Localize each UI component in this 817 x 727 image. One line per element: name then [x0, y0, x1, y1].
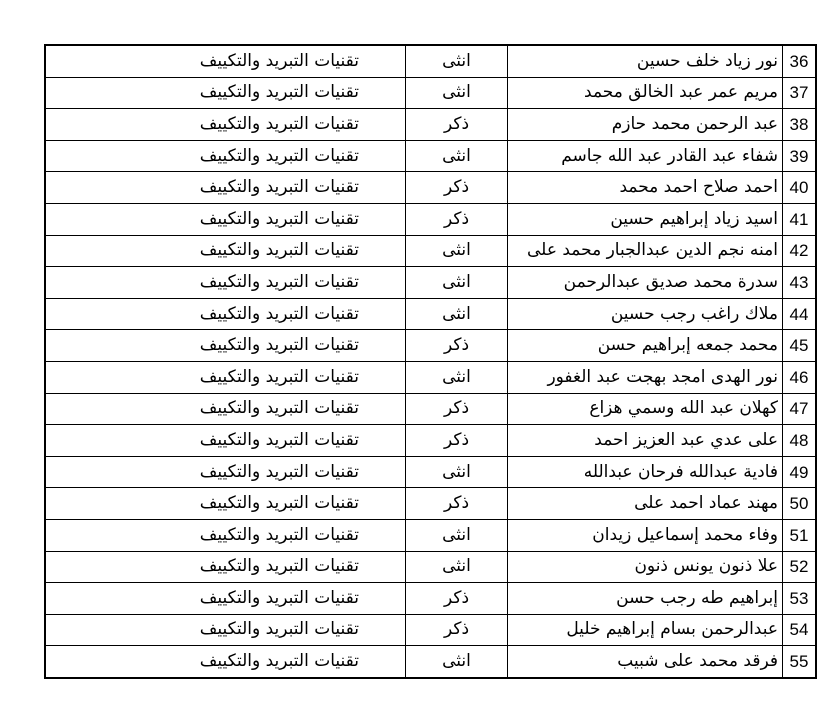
student-name-cell: نور زياد خلف حسين: [508, 45, 783, 77]
student-name-cell: مهند عماد احمد على: [508, 488, 783, 520]
row-number-cell: 39: [783, 140, 817, 172]
gender-cell: انثى: [406, 77, 508, 109]
row-number-cell: 36: [783, 45, 817, 77]
gender-cell: ذكر: [406, 109, 508, 141]
table-row: [45, 203, 816, 235]
row-number-cell: 55: [783, 646, 817, 678]
row-number-cell: 43: [783, 267, 817, 299]
row-number-cell: 45: [783, 330, 817, 362]
table-row: [45, 109, 816, 141]
department-cell: تقنيات التبريد والتكييف: [45, 267, 406, 299]
department-cell: تقنيات التبريد والتكييف: [45, 140, 406, 172]
gender-cell: انثى: [406, 45, 508, 77]
table-row: [45, 330, 816, 362]
student-name-cell: ملاك راغب رجب حسين: [508, 298, 783, 330]
department-cell: تقنيات التبريد والتكييف: [45, 109, 406, 141]
gender-cell: انثى: [406, 140, 508, 172]
table-row: [45, 172, 816, 204]
table-row: [45, 425, 816, 457]
row-number-cell: 48: [783, 425, 817, 457]
department-cell: تقنيات التبريد والتكييف: [45, 45, 406, 77]
department-cell: تقنيات التبريد والتكييف: [45, 519, 406, 551]
gender-cell: انثى: [406, 235, 508, 267]
gender-cell: ذكر: [406, 425, 508, 457]
row-number-cell: 41: [783, 203, 817, 235]
table-row: [45, 488, 816, 520]
student-name-cell: إبراهيم طه رجب حسن: [508, 583, 783, 615]
department-cell: تقنيات التبريد والتكييف: [45, 77, 406, 109]
table-row: [45, 45, 816, 77]
gender-cell: انثى: [406, 456, 508, 488]
table-row: [45, 614, 816, 646]
student-name-cell: عبد الرحمن محمد حازم: [508, 109, 783, 141]
row-number-cell: 52: [783, 551, 817, 583]
department-cell: تقنيات التبريد والتكييف: [45, 456, 406, 488]
row-number-cell: 38: [783, 109, 817, 141]
table-row: [45, 267, 816, 299]
table-row: [45, 519, 816, 551]
gender-cell: انثى: [406, 361, 508, 393]
table-row: [45, 235, 816, 267]
department-cell: تقنيات التبريد والتكييف: [45, 583, 406, 615]
department-cell: تقنيات التبريد والتكييف: [45, 172, 406, 204]
student-table: [44, 44, 817, 679]
student-name-cell: امنه نجم الدين عبدالجبار محمد على: [508, 235, 783, 267]
table-row: [45, 393, 816, 425]
student-name-cell: علا ذنون يونس ذنون: [508, 551, 783, 583]
gender-cell: ذكر: [406, 614, 508, 646]
gender-cell: ذكر: [406, 330, 508, 362]
row-number-cell: 42: [783, 235, 817, 267]
department-cell: تقنيات التبريد والتكييف: [45, 393, 406, 425]
student-name-cell: نور الهدى امجد بهجت عبد الغفور: [508, 361, 783, 393]
gender-cell: انثى: [406, 519, 508, 551]
row-number-cell: 37: [783, 77, 817, 109]
department-cell: تقنيات التبريد والتكييف: [45, 425, 406, 457]
student-name-cell: محمد جمعه إبراهيم حسن: [508, 330, 783, 362]
department-cell: تقنيات التبريد والتكييف: [45, 330, 406, 362]
row-number-cell: 49: [783, 456, 817, 488]
department-cell: تقنيات التبريد والتكييف: [45, 235, 406, 267]
table-row: [45, 456, 816, 488]
gender-cell: ذكر: [406, 393, 508, 425]
gender-cell: انثى: [406, 551, 508, 583]
department-cell: تقنيات التبريد والتكييف: [45, 298, 406, 330]
row-number-cell: 40: [783, 172, 817, 204]
gender-cell: انثى: [406, 298, 508, 330]
department-cell: تقنيات التبريد والتكييف: [45, 203, 406, 235]
table-row: [45, 361, 816, 393]
table-row: [45, 140, 816, 172]
row-number-cell: 53: [783, 583, 817, 615]
gender-cell: ذكر: [406, 203, 508, 235]
department-cell: تقنيات التبريد والتكييف: [45, 614, 406, 646]
gender-cell: انثى: [406, 267, 508, 299]
department-cell: تقنيات التبريد والتكييف: [45, 646, 406, 678]
row-number-cell: 44: [783, 298, 817, 330]
student-name-cell: شفاء عبد القادر عبد الله جاسم: [508, 140, 783, 172]
student-name-cell: مريم عمر عبد الخالق محمد: [508, 77, 783, 109]
department-cell: تقنيات التبريد والتكييف: [45, 361, 406, 393]
row-number-cell: 50: [783, 488, 817, 520]
table-row: [45, 551, 816, 583]
gender-cell: ذكر: [406, 583, 508, 615]
gender-cell: ذكر: [406, 488, 508, 520]
student-name-cell: سدرة محمد صديق عبدالرحمن: [508, 267, 783, 299]
gender-cell: انثى: [406, 646, 508, 678]
row-number-cell: 54: [783, 614, 817, 646]
student-name-cell: كهلان عبد الله وسمي هزاع: [508, 393, 783, 425]
table-row: [45, 583, 816, 615]
row-number-cell: 51: [783, 519, 817, 551]
student-table-body: [45, 45, 816, 678]
student-name-cell: احمد صلاح احمد محمد: [508, 172, 783, 204]
student-name-cell: فادية عبدالله فرحان عبدالله: [508, 456, 783, 488]
table-row: [45, 646, 816, 678]
table-row: [45, 298, 816, 330]
row-number-cell: 47: [783, 393, 817, 425]
row-number-cell: 46: [783, 361, 817, 393]
gender-cell: ذكر: [406, 172, 508, 204]
student-name-cell: على عدي عبد العزيز احمد: [508, 425, 783, 457]
student-name-cell: فرقد محمد على شبيب: [508, 646, 783, 678]
student-name-cell: عبدالرحمن بسام إبراهيم خليل: [508, 614, 783, 646]
student-name-cell: اسيد زياد إبراهيم حسين: [508, 203, 783, 235]
student-name-cell: وفاء محمد إسماعيل زيدان: [508, 519, 783, 551]
table-row: [45, 77, 816, 109]
department-cell: تقنيات التبريد والتكييف: [45, 488, 406, 520]
department-cell: تقنيات التبريد والتكييف: [45, 551, 406, 583]
